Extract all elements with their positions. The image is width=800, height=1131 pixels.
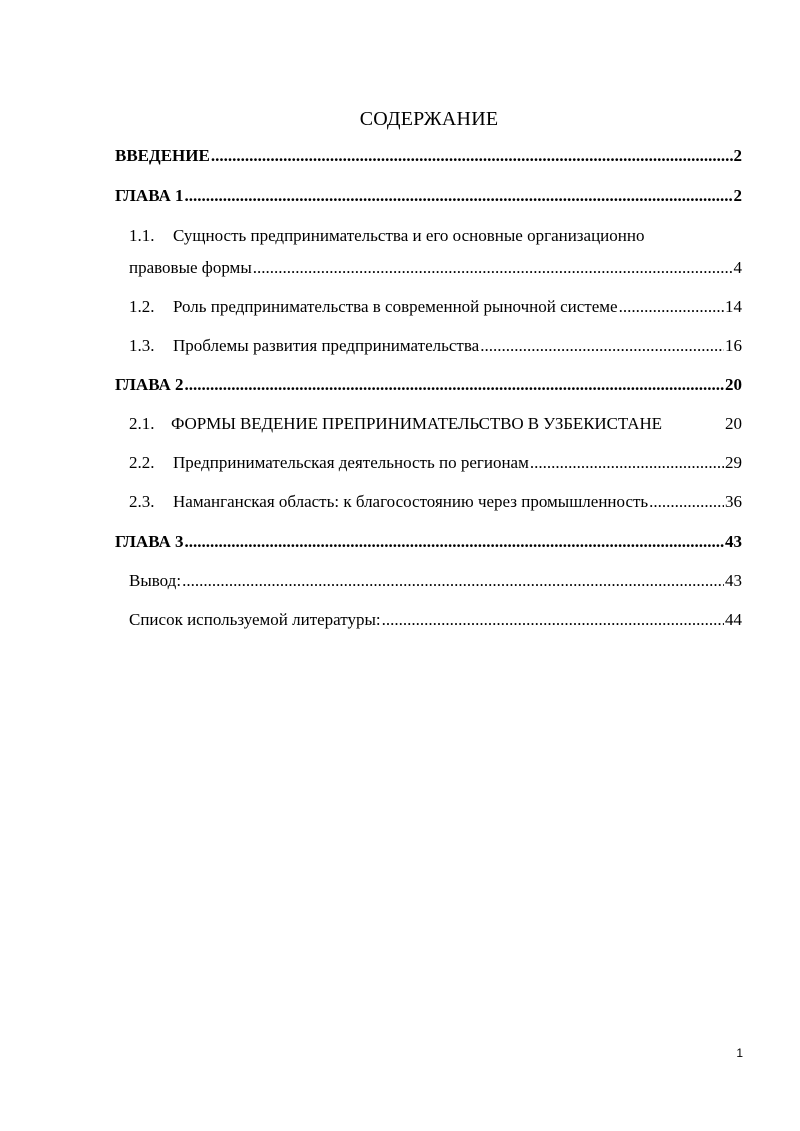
toc-entry-2-3[interactable] (129, 492, 742, 512)
toc-entry-label: ФОРМЫ ВЕДЕНИЕ ПРЕПРИНИМАТЕЛЬСТВО В УЗБЕКИСТАНЕ (171, 414, 662, 433)
dot-leader (382, 610, 724, 630)
toc-entry-page: 43 (725, 532, 742, 551)
toc-entry-page: 44 (725, 610, 742, 629)
toc-entry-label: Список используемой литературы: (129, 610, 381, 629)
toc-entry-page: 29 (725, 453, 742, 472)
dot-leader (182, 571, 724, 591)
toc-entry-number: 2.3. (129, 492, 155, 511)
toc-entry-label: Сущность предпринимательства и его основные организационно (173, 226, 645, 245)
toc-entry-page: 14 (725, 297, 742, 316)
toc-entry-number: 2.1. (129, 414, 155, 433)
toc-entry-page: 2 (733, 186, 742, 205)
toc-entry-chapter-3[interactable] (115, 532, 742, 552)
toc-entry-conclusion[interactable] (129, 571, 742, 591)
toc-entry-label: ГЛАВА 2 (115, 375, 184, 394)
toc-entry-1-1-line2[interactable] (129, 258, 742, 278)
toc-entry-1-3[interactable] (129, 336, 742, 356)
dot-leader (480, 336, 724, 356)
toc-entry-label: ВВЕДЕНИЕ (115, 146, 210, 165)
toc-entry-2-1[interactable] (129, 414, 742, 434)
toc-entry-number: 1.2. (129, 297, 155, 316)
toc-entry-page: 43 (725, 571, 742, 590)
toc-entry-number: 1.1. (129, 226, 155, 245)
dot-leader (530, 453, 724, 473)
toc-entry-1-2[interactable] (129, 297, 742, 317)
toc-entry-number: 2.2. (129, 453, 155, 472)
toc-entry-introduction[interactable] (115, 146, 742, 166)
toc-entry-page: 36 (725, 492, 742, 511)
toc-entry-label: Наманганская область: к благосостоянию через промышленность (173, 492, 649, 511)
toc-entry-page: 4 (733, 258, 742, 277)
toc-entry-page: 20 (725, 414, 742, 433)
toc-entry-label: Проблемы развития предпринимательства (173, 336, 480, 355)
dot-leader (253, 258, 733, 278)
toc-entry-label: Вывод: (129, 571, 182, 590)
toc-entry-chapter-1[interactable] (115, 186, 742, 206)
toc-entry-page: 20 (725, 375, 742, 394)
page-number: 1 (736, 1046, 743, 1060)
toc-entry-label: правовые формы (129, 258, 252, 277)
toc-entry-label: Роль предпринимательства в современной рыночной системе (173, 297, 618, 316)
toc-entry-chapter-2[interactable] (115, 375, 742, 395)
toc-entry-page: 16 (725, 336, 742, 355)
toc-entry-number: 1.3. (129, 336, 155, 355)
dot-leader (185, 186, 733, 206)
toc-entry-label: ГЛАВА 1 (115, 186, 184, 205)
dot-leader (211, 146, 733, 166)
dot-leader (185, 375, 725, 395)
dot-leader (185, 532, 725, 552)
dot-leader (619, 297, 724, 317)
toc-entry-label: ГЛАВА 3 (115, 532, 184, 551)
toc-entry-page: 2 (733, 146, 742, 165)
dot-leader (649, 492, 724, 512)
toc-entry-references[interactable] (129, 610, 742, 630)
toc-entry-label: Предпринимательская деятельность по регионам (173, 453, 529, 472)
page-title: СОДЕРЖАНИЕ (359, 108, 499, 130)
toc-entry-1-1-line1[interactable] (129, 226, 644, 246)
toc-entry-2-2[interactable] (129, 453, 742, 473)
